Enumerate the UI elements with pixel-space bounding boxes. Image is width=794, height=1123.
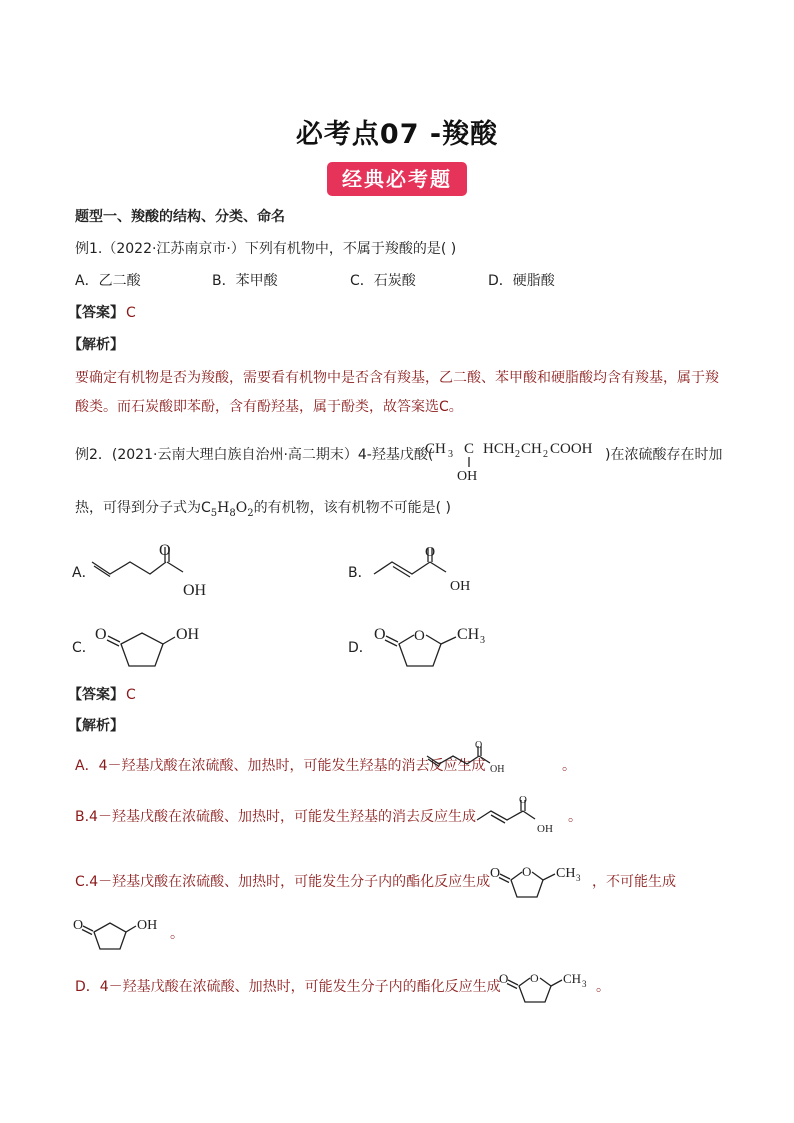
cyclopentane-ring: [94, 923, 126, 949]
ch3-label: CH: [563, 971, 582, 986]
option-a-structure: [88, 540, 218, 605]
analysis-d-end: 。: [596, 979, 610, 995]
formula-hch: HCH: [483, 441, 515, 457]
carbonyl-o-label: O: [374, 626, 386, 643]
oh-bond: [163, 637, 175, 644]
hydroxypentanoic-acid-formula: [420, 436, 610, 488]
analysis-c-end: 。: [170, 926, 184, 942]
methyl-bond: [441, 637, 456, 644]
double-bond: [491, 815, 505, 823]
section-badge: 经典必考题: [327, 162, 467, 196]
analysis-a-end: 。: [562, 758, 576, 774]
q1-option-a: A．乙二酸: [75, 273, 141, 289]
analysis-c: C.4－羟基戊酸在浓硫酸、加热时，可能发生分子内的酯化反应生成: [75, 874, 491, 890]
q1-option-d: D．硬脂酸: [488, 273, 555, 289]
q1-answer-label: 【答案】: [68, 305, 124, 321]
oh-bond: [167, 562, 183, 572]
carbonyl-o-label: O: [490, 866, 501, 881]
option-b-structure: [370, 540, 490, 600]
sub-5: 5: [210, 507, 218, 519]
ring-o-label: O: [522, 864, 532, 879]
q1-option-b: B．苯甲酸: [212, 273, 278, 289]
ch3-sub: 3: [480, 635, 485, 646]
oh-label: OH: [537, 823, 553, 835]
chain-bonds: [477, 811, 523, 820]
ch3-sub: 3: [576, 873, 581, 883]
o-label: O: [159, 542, 171, 559]
analysis-c-structure: [489, 860, 594, 902]
o-label: O: [475, 740, 483, 751]
analysis-b: B.4－羟基戊酸在浓硫酸、加热时，可能发生羟基的消去反应生成: [75, 809, 476, 825]
oh-bond: [430, 562, 446, 572]
q2-option-b-label: B．: [348, 565, 372, 581]
analysis-d: D．4－羟基戊酸在浓硫酸、加热时，可能发生分子内的酯化反应生成: [75, 979, 501, 995]
o-label: O: [425, 545, 436, 560]
option-d-structure: [372, 620, 512, 675]
option-c-structure: [92, 620, 217, 675]
formula-ch3: CH: [425, 441, 446, 457]
q2-stem-text-c: O: [235, 500, 248, 516]
q2-option-a-label: A．: [72, 565, 96, 581]
ring-o-label: O: [530, 971, 539, 985]
analysis-b-end: 。: [568, 809, 582, 825]
oh-bond: [523, 811, 535, 819]
q1-analysis-label: 【解析】: [68, 337, 124, 353]
q1-analysis-line1: 要确定有机物是否为羧酸，需要看有机物中是否含有羧基，乙二酸、苯甲酸和硬脂酸均含有羧基，属于羧: [75, 370, 719, 386]
q1-answer: C: [126, 305, 136, 321]
o-label: O: [519, 794, 527, 806]
oh-bond: [479, 756, 490, 763]
q2-option-c-label: C．: [72, 640, 96, 656]
analysis-b-structure: [473, 794, 573, 839]
q1-stem: 例1.（2022·江苏南京市·）下列有机物中，不属于羧酸的是( ): [75, 241, 457, 257]
analysis-a: A．4－羟基戊酸在浓硫酸、加热时，可能发生羟基的消去反应生成: [75, 758, 486, 774]
q2-stem-text-b: H: [217, 500, 230, 516]
analysis-c-mid: ，不可能生成: [592, 874, 676, 890]
q2-option-d-label: D．: [348, 640, 373, 656]
q1-option-c: C．石炭酸: [350, 273, 416, 289]
formula-cooh: COOH: [550, 441, 593, 457]
section-heading: 题型一、羧酸的结构、分类、命名: [75, 209, 285, 225]
methyl-bond: [551, 980, 562, 986]
ch3-sub: 3: [582, 979, 587, 989]
oh-label: OH: [183, 582, 207, 599]
chain-bonds: [427, 756, 479, 764]
methyl-bond: [543, 874, 555, 880]
q2-stem-text-a: 热，可得到分子式为C: [75, 500, 211, 516]
cyclopentane-ring: [121, 633, 163, 666]
formula-sub1: 2: [515, 449, 520, 460]
oh-label: OH: [137, 918, 158, 933]
q2-stem-part1: 例2．(2021·云南大理白族自治州·高二期末）4-羟基戊酸(: [75, 447, 434, 463]
oh-label: OH: [490, 764, 505, 775]
analysis-c-structure-2: [72, 912, 172, 952]
oh-label: OH: [176, 626, 200, 643]
o-label: O: [95, 626, 107, 643]
formula-c: C: [464, 441, 475, 457]
o-label: O: [73, 918, 84, 933]
q2-analysis-label: 【解析】: [68, 718, 124, 734]
q2-stem-part2: )在浓硫酸存在时加: [605, 447, 723, 463]
sub-2: 2: [247, 507, 254, 519]
page-title: 必考点07 -羧酸: [295, 119, 499, 150]
analysis-a-structure: [424, 740, 559, 780]
analysis-d-structure: [498, 966, 603, 1008]
q1-analysis-line2: 酸类。而石炭酸即苯酚，含有酚羟基，属于酚类，故答案选C。: [75, 399, 463, 415]
formula-ch: CH: [521, 441, 542, 457]
formula-oh: OH: [457, 469, 478, 484]
ch3-label: CH: [556, 866, 576, 881]
q2-answer: C: [126, 687, 136, 703]
oh-label: OH: [450, 579, 471, 594]
double-bond: [94, 566, 110, 577]
sub-8: 8: [229, 507, 236, 519]
ring-o-label: O: [414, 628, 425, 644]
formula-ch3-sub: 3: [448, 449, 453, 460]
carbonyl-o-label: O: [499, 971, 509, 986]
q2-answer-label: 【答案】: [68, 687, 124, 703]
q2-stem-line2: [75, 499, 451, 523]
q2-stem-text-d: 的有机物，该有机物不可能是( ): [253, 500, 451, 516]
oh-bond: [126, 926, 136, 932]
formula-sub2: 2: [543, 449, 548, 460]
ch3-label: CH: [457, 626, 480, 643]
